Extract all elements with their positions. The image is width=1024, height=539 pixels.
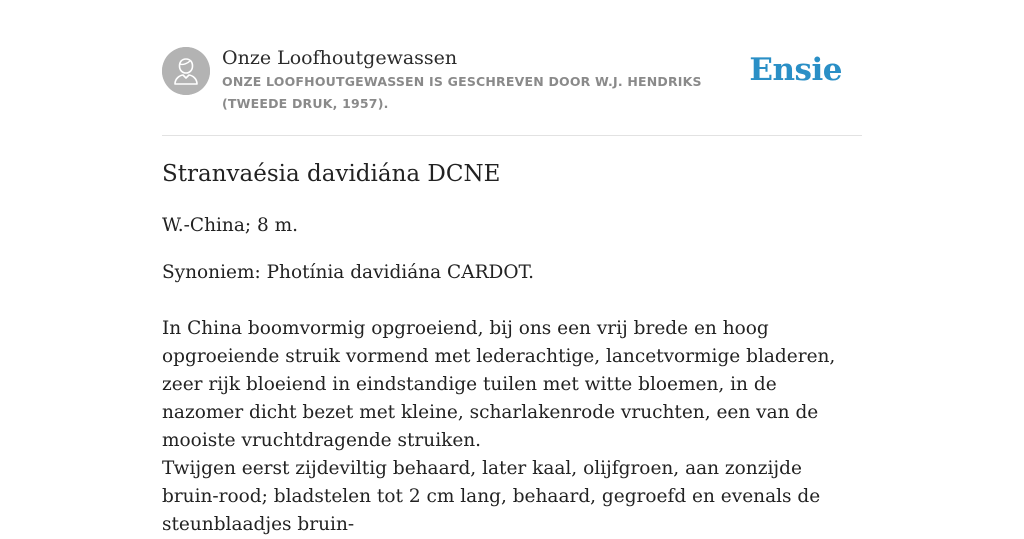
entry-paragraph: In China boomvormig opgroeiend, bij ons een vrij brede en hoog opgroeiende struik vormend met lederachtige, lancetvormige bladeren, zeer rijk bloeiend in eindstandige tuilen met witte bloemen, in de nazomer dicht bezet met kleine, scharlakenrode vruchten, een van de mooiste vruchtdragende struiken. xyxy=(162,318,836,451)
source-title[interactable]: Onze Loofhoutgewassen xyxy=(222,47,458,69)
user-icon[interactable] xyxy=(162,47,210,95)
brand-logo[interactable]: Ensie xyxy=(749,52,842,88)
entry-paragraph: Twijgen eerst zijdeviltig behaard, later kaal, olijfgroen, aan zonzijde bruin-rood; bladstelen tot 2 cm lang, behaard, gegroefd en evenals de steunblaadjes bruin- xyxy=(162,458,821,535)
source-header xyxy=(162,0,862,136)
source-description: ONZE LOOFHOUTGEWASSEN IS GESCHREVEN DOOR W.J. HENDRIKS (TWEEDE DRUK, 1957). xyxy=(222,74,702,111)
entry-paragraph: Synoniem: Photínia davidiána CARDOT. xyxy=(162,262,535,283)
page-container xyxy=(162,0,862,535)
entry-title: Stranvaésia davidiána DCNE xyxy=(162,161,501,187)
entry-paragraph: W.-China; 8 m. xyxy=(162,215,299,236)
